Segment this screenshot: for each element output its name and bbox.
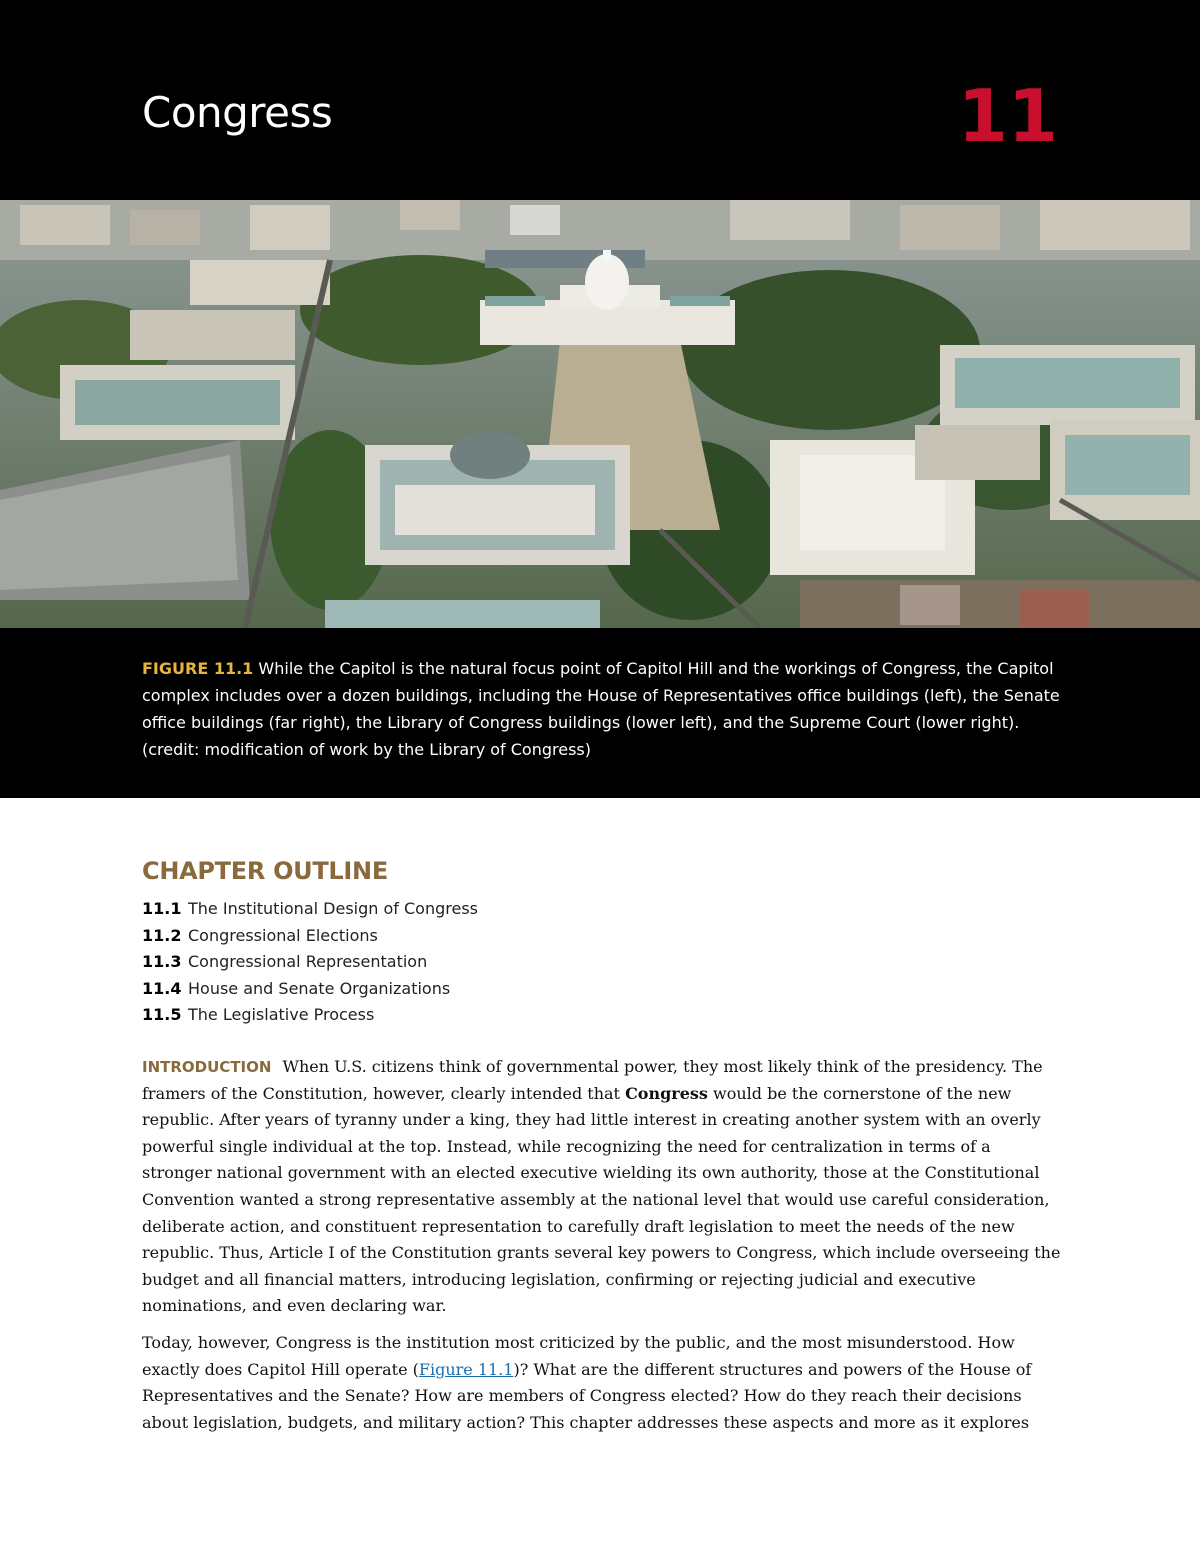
outline-item-number: 11.4 [142,978,182,998]
figure-label: FIGURE 11.1 [142,659,254,678]
chapter-number: 11 [957,74,1058,158]
chapter-outline-list [142,896,478,1029]
outline-item-title: Congressional Elections [188,925,378,945]
outline-item[interactable] [142,976,478,1003]
outline-item-number: 11.5 [142,1005,182,1025]
outline-item[interactable] [142,923,478,950]
introduction-paragraph-2 [142,1330,1062,1436]
outline-item[interactable] [142,896,478,923]
key-term-congress: Congress [625,1083,708,1103]
outline-item-number: 11.2 [142,925,182,945]
intro-p2-text-a: Today, however, Congress is the institution most criticized by the public, and the most misunderstood. How exactly does Capitol Hill operate ( [142,1333,1015,1379]
outline-item-title: The Institutional Design of Congress [188,899,478,918]
introduction-paragraph-1 [142,1054,1062,1320]
outline-item-number: 11.1 [142,899,182,918]
outline-item-title: House and Senate Organizations [188,978,451,998]
capitol-hill-aerial-photo [0,200,1200,628]
intro-p2-text-b: )? What are the different structures and powers of the House of Representatives and the Senate? How are members of Congress elected? How do they reach their decisions about legislation, budgets, and military action? This chapter addresses these aspects and more as it explores [142,1359,1032,1432]
figure-reference-link[interactable]: Figure 11.1 [418,1359,514,1379]
introduction-label: INTRODUCTION [142,1058,272,1076]
intro-p1-text-b: would be the cornerstone of the new republic. After years of tyranny under a king, they had little interest in creating another system with an overly powerful single individual at the top. Instead, while recognizing the need for centralization in terms of a stronger national government with an elected executive wielding its own authority, those at the Constitutional Convention wanted a strong representative assembly at the national level that would use careful consideration, deliberate action, and constituent representation to carefully draft legislation to meet the needs of the new republic. Thus, Article I of the Constitution grants several key powers to Congress, which include overseeing the budget and all financial matters, introducing legislation, confirming or rejecting judicial and executive nominations, and even declaring war. [142,1083,1061,1316]
outline-item-number: 11.3 [142,952,182,972]
outline-item-title: Congressional Representation [188,952,428,972]
outline-item-title: The Legislative Process [188,1005,375,1025]
figure-caption-text: While the Capitol is the natural focus point of Capitol Hill and the workings of Congress, the Capitol complex includes over a dozen buildings, including the House of Representatives office buildings (left), the Senate office buildings (far right), the Library of Congress buildings (lower left), and the Supreme Court (lower right). (credit: modification of work by the Library of Congress) [142,659,1060,759]
figure-caption [142,655,1062,763]
intro-p1-text-a: When U.S. citizens think of governmental power, they most likely think of the presidency. The framers of the Constitution, however, clearly intended that [142,1057,1043,1103]
outline-item[interactable] [142,949,478,976]
chapter-outline-heading: CHAPTER OUTLINE [142,857,388,885]
chapter-title: Congress [142,88,333,137]
outline-item[interactable] [142,1002,478,1029]
